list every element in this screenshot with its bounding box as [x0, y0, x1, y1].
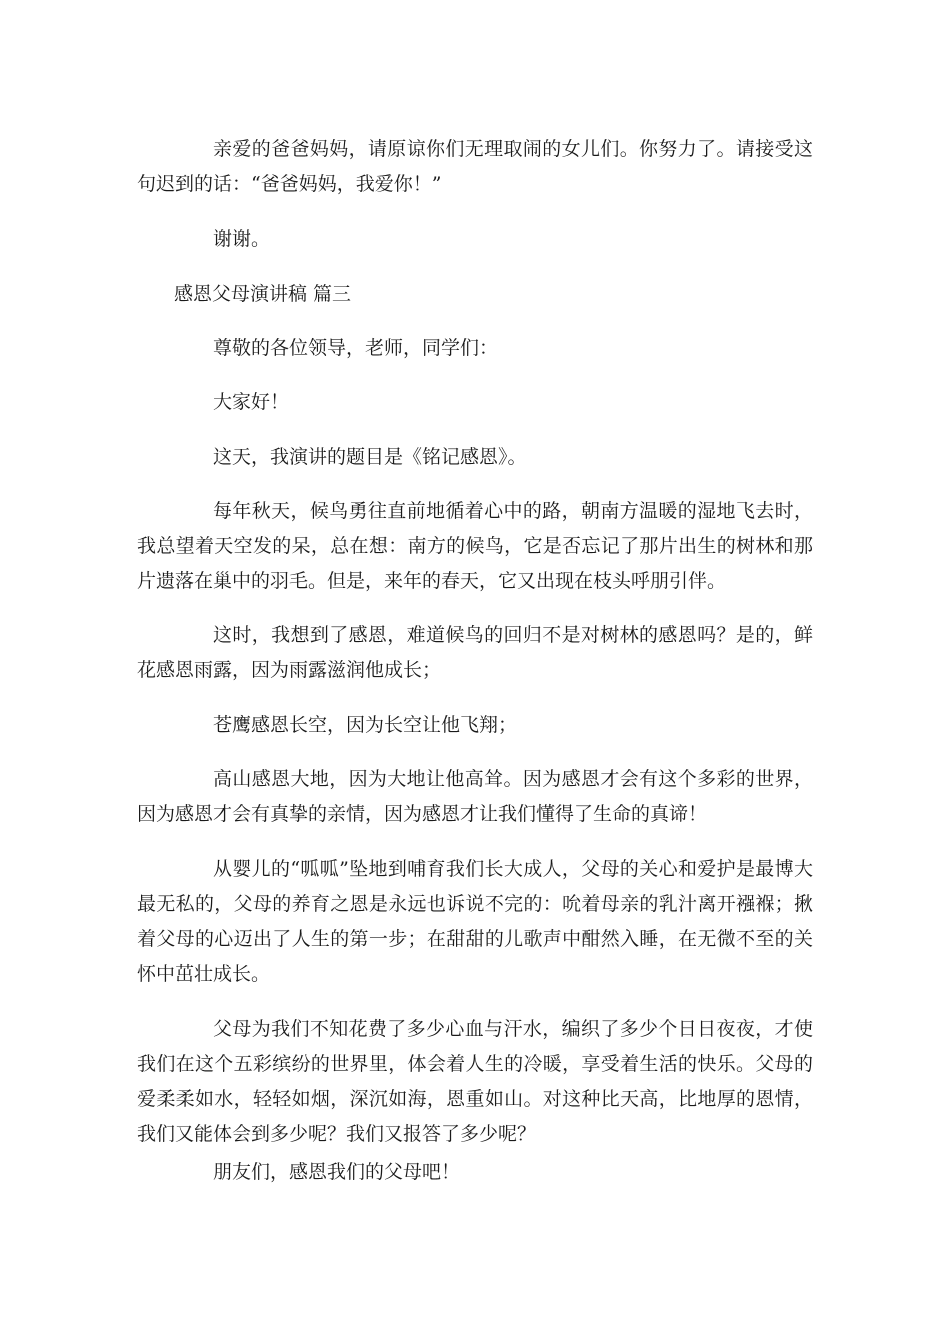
speech-paragraph-parents-care: 从婴儿的“呱呱”坠地到哺育我们长大成人，父母的关心和爱护是最博大最无私的，父母的养育之恩是永远也诉说不完的：吮着母亲的乳汁离开襁褓；揪着父母的心迈出了人生的第一步；在甜甜的儿歌声中酣然入睡，在无微不至的关怀中茁壮成长。 [137, 858, 813, 985]
speech-paragraph-eagle: 苍鹰感恩长空，因为长空让他飞翔； [213, 714, 518, 736]
speech-paragraph-mountain: 高山感恩大地，因为大地让他高耸。因为感恩才会有这个多彩的世界，因为感恩才会有真挚的亲情，因为感恩才让我们懂得了生命的真谛！ [137, 768, 813, 825]
speech-paragraph-parents-love: 父母为我们不知花费了多少心血与汗水，编织了多少个日日夜夜，才使我们在这个五彩缤纷的世界里，体会着人生的冷暖，享受着生活的快乐。父母的爱柔柔如水，轻轻如烟，深沉如海，恩重如山。对这种比天高，比地厚的恩情，我们又能体会到多少呢？我们又报答了多少呢？ [137, 1018, 813, 1145]
speech-paragraph-migratory-birds: 每年秋天，候鸟勇往直前地循着心中的路，朝南方温暖的湿地飞去时，我总望着天空发的呆，总在想：南方的候鸟，它是否忘记了那片出生的树林和那片遗落在巢中的羽毛。但是，来年的春天，它又出现在枝头呼朋引伴。 [137, 500, 813, 592]
speech-salutation: 尊敬的各位领导，老师，同学们： [213, 337, 499, 359]
section-heading: 感恩父母演讲稿 篇三 [174, 283, 352, 305]
speech-topic: 这天，我演讲的题目是《铭记感恩》。 [213, 446, 527, 468]
speech-greeting: 大家好！ [213, 391, 290, 413]
paragraph-apology: 亲爱的爸爸妈妈，请原谅你们无理取闹的女儿们。你努力了。请接受这句迟到的话：“爸爸妈妈，我爱你！” [137, 138, 813, 195]
paragraph-thanks: 谢谢。 [213, 228, 271, 250]
speech-paragraph-gratitude: 这时，我想到了感恩，难道候鸟的回归不是对树林的感恩吗？是的，鲜花感恩雨露，因为雨露滋润他成长； [137, 624, 813, 681]
speech-closing: 朋友们，感恩我们的父母吧！ [213, 1161, 461, 1183]
